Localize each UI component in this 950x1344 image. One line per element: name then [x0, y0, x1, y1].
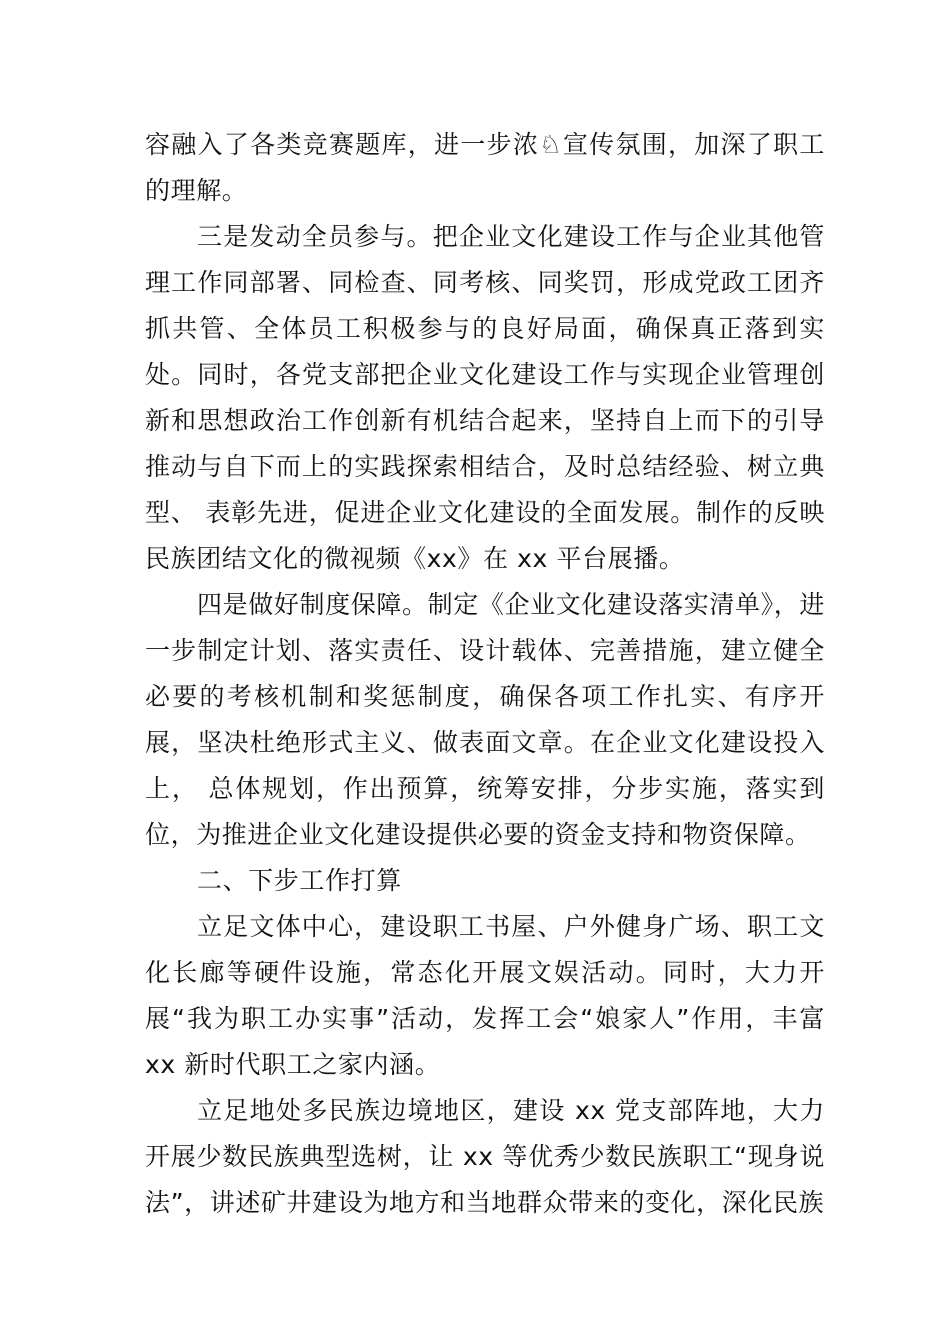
paragraph-border-region: 立足地处多民族边境地区，建设 xx 党支部阵地，大力开展少数民族典型选树，让 xx 等优秀少数民族职工“现身说法”，讲述矿井建设为地方和当地群众带来的变化，深化民族	[145, 1096, 825, 1217]
document-body	[145, 122, 825, 1226]
section-heading-next-steps: 二、下步工作打算	[197, 866, 402, 895]
paragraph-culture-center: 立足文体中心，建设职工书屋、户外健身广场、职工文化长廊等硬件设施，常态化开展文娱活动。同时，大力开展“我为职工办实事”活动，发挥工会“娘家人”作用，丰富 xx 新时代职工之家内涵。	[145, 912, 825, 1079]
paragraph-continuation: 容融入了各类竞赛题库，进一步浓♘宣传氛围，加深了职工的理解。	[145, 130, 825, 205]
paragraph-full-participation: 三是发动全员参与。把企业文化建设工作与企业其他管理工作同部署、同检查、同考核、同奖罚，形成党政工团齐抓共管、全体员工积极参与的良好局面，确保真正落到实处。同时，各党支部把企业文化建设工作与实现企业管理创新和思想政治工作创新有机结合起来，坚持自上而下的引导推动与自下而上的实践探索相结合，及时总结经验、树立典型、 表彰先进，促进企业文化建设的全面发展。制作的反映民族团结文化的微视频《xx》在 xx 平台展播。	[145, 222, 825, 573]
paragraph-system-guarantee: 四是做好制度保障。制定《企业文化建设落实清单》，进一步制定计划、落实责任、设计载体、完善措施，建立健全必要的考核机制和奖惩制度，确保各项工作扎实、有序开展，坚决杜绝形式主义、做表面文章。在企业文化建设投入上， 总体规划，作出预算，统筹安排，分步实施，落实到位，为推进企业文化建设提供必要的资金支持和物资保障。	[145, 590, 825, 849]
